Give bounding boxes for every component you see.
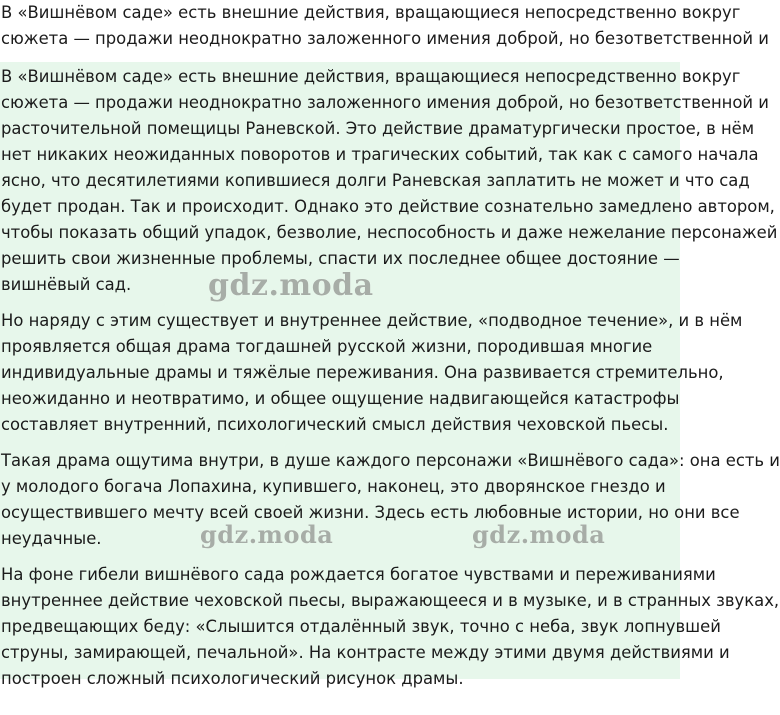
text-line: составляет внутренний, психологический смысл действия чеховской пьесы. <box>1 415 669 434</box>
page-text-fragment <box>0 0 769 62</box>
answer-block <box>0 62 780 688</box>
text-line: внутреннее действие чеховской пьесы, выражающееся и в музыке, и в странных звуках, <box>1 591 780 610</box>
text-line: На фоне гибели вишнёвого сада рождается богатое чувствами и переживаниями <box>1 565 716 584</box>
text-line: построен сложный психологический рисунок драмы. <box>1 669 464 688</box>
text-line: предвещающих беду: «Слышится отдалённый звук, точно с неба, звук лопнувшей <box>1 617 721 636</box>
text-line: сюжета — продажи неоднократно заложенного имения доброй, но безответственной и <box>1 29 769 48</box>
text-line: индивидуальные драмы и тяжёлые переживания. Она развивается стремительно, <box>1 363 724 382</box>
text-line: В «Вишнёвом саде» есть внешние действия, вращающиеся непосредственно вокруг <box>1 3 741 22</box>
text-line: осуществившего мечту всей своей жизни. Здесь есть любовные истории, но они все <box>1 503 740 522</box>
text-line: будет продан. Так и происходит. Однако это действие сознательно замедлено автором, <box>1 197 775 216</box>
text-line: В «Вишнёвом саде» есть внешние действия, вращающиеся непосредственно вокруг <box>1 67 741 86</box>
text-line: у молодого богача Лопахина, купившего, наконец, это дворянское гнездо и <box>1 477 666 496</box>
text-line: неудачные. <box>1 529 102 548</box>
watermark-logo: gdz.moda <box>472 520 606 549</box>
answer-paragraph <box>1 308 743 438</box>
text-line: расточительной помещицы Раневской. Это действие драматургически простое, в нём <box>1 119 755 138</box>
text-line: Но наряду с этим существует и внутреннее действие, «подводное течение», и в нём <box>1 311 743 330</box>
text-line: вишнёвый сад. <box>1 275 132 294</box>
text-line: нет никаких неожиданных поворотов и трагических событий, так как с самого начала <box>1 145 759 164</box>
watermark-logo: gdz.moda <box>208 268 374 303</box>
text-paragraph <box>0 0 769 52</box>
answer-paragraph <box>1 562 780 692</box>
text-line: ясно, что десятилетиями копившиеся долги Раневская заплатить не может и что сад <box>1 171 750 190</box>
watermark-logo: gdz.moda <box>200 520 334 549</box>
text-line: струны, замирающей, печальной». На контрасте между этими двумя действиями и <box>1 643 730 662</box>
answer-paragraph <box>1 64 778 298</box>
text-line: чтобы показать общий упадок, безволие, неспособность и даже нежелание персонажей <box>1 223 778 242</box>
text-line: решить свои жизненные проблемы, спасти их последнее общее достояние — <box>1 249 680 268</box>
text-line: неожиданно и неотвратимо, и общее ощущение надвигающейся катастрофы <box>1 389 680 408</box>
text-line: сюжета — продажи неоднократно заложенного имения доброй, но безответственной и <box>1 93 769 112</box>
text-line: проявляется общая драма тогдашней русской жизни, породившая многие <box>1 337 653 356</box>
text-line: Такая драма ощутима внутри, в душе каждого персонажи «Вишнёвого сада»: она есть и <box>1 451 780 470</box>
